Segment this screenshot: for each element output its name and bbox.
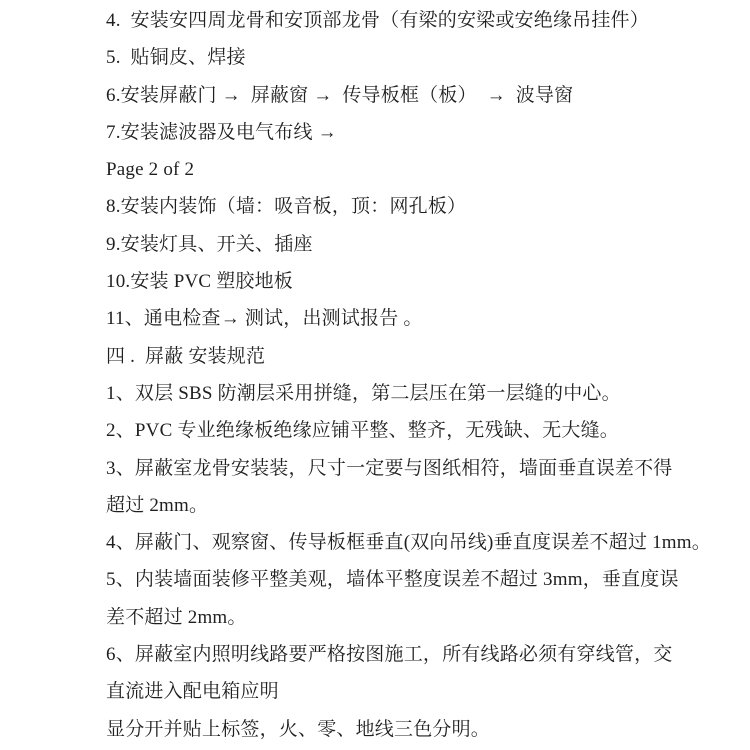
spec-item-6-wiring-line1: 6、屏蔽室内照明线路要严格按图施工，所有线路必须有穿线管，交: [106, 644, 673, 666]
section-heading-shielding-spec: 四 . 屏蔽 安装规范: [106, 345, 266, 367]
list-item-5-copper: 5. 贴铜皮、焊接: [106, 47, 246, 69]
list-item-6-door-sequence: 6.安装屏蔽门 → 屏蔽窗 → 传导板框（板） → 波导窗: [106, 84, 574, 106]
list-item-11-power-test: 11、通电检查→ 测试，出测试报告 。: [106, 308, 423, 330]
spec-item-2-pvc-board: 2、PVC 专业绝缘板绝缘应铺平整、整齐，无残缺、无大缝。: [106, 420, 620, 442]
list-item-10-pvc-floor: 10.安装 PVC 塑胶地板: [106, 271, 294, 293]
list-item-7-filter-wiring: 7.安装滤波器及电气布线 →: [106, 121, 337, 143]
spec-item-4-verticality: 4、屏蔽门、观察窗、传导板框垂直(双向吊线)垂直度误差不超过 1mm。: [106, 532, 711, 554]
page-indicator: Page 2 of 2: [106, 159, 195, 181]
list-item-9-lighting: 9.安装灯具、开关、插座: [106, 233, 313, 255]
spec-item-5-wall-finish-line1: 5、内装墙面装修平整美观，墙体平整度误差不超过 3mm，垂直度误: [106, 569, 679, 591]
spec-item-5-wall-finish-line2: 差不超过 2mm。: [106, 606, 247, 628]
spec-item-6-wiring-line2: 直流进入配电箱应明: [106, 681, 279, 703]
spec-item-3-keel-line2: 超过 2mm。: [106, 494, 209, 516]
spec-item-1-sbs-layer: 1、双层 SBS 防潮层采用拼缝，第二层压在第一层缝的中心。: [106, 382, 621, 404]
spec-item-6-wiring-line3: 显分开并贴上标签，火、零、地线三色分明。: [106, 718, 491, 740]
list-item-8-interior: 8.安装内装饰（墙：吸音板，顶：网孔板）: [106, 196, 467, 218]
spec-item-3-keel-line1: 3、屏蔽室龙骨安装装，尺寸一定要与图纸相符，墙面垂直误差不得: [106, 457, 673, 479]
list-item-4-keel: 4. 安装安四周龙骨和安顶部龙骨（有梁的安梁或安绝缘吊挂件）: [106, 10, 649, 31]
